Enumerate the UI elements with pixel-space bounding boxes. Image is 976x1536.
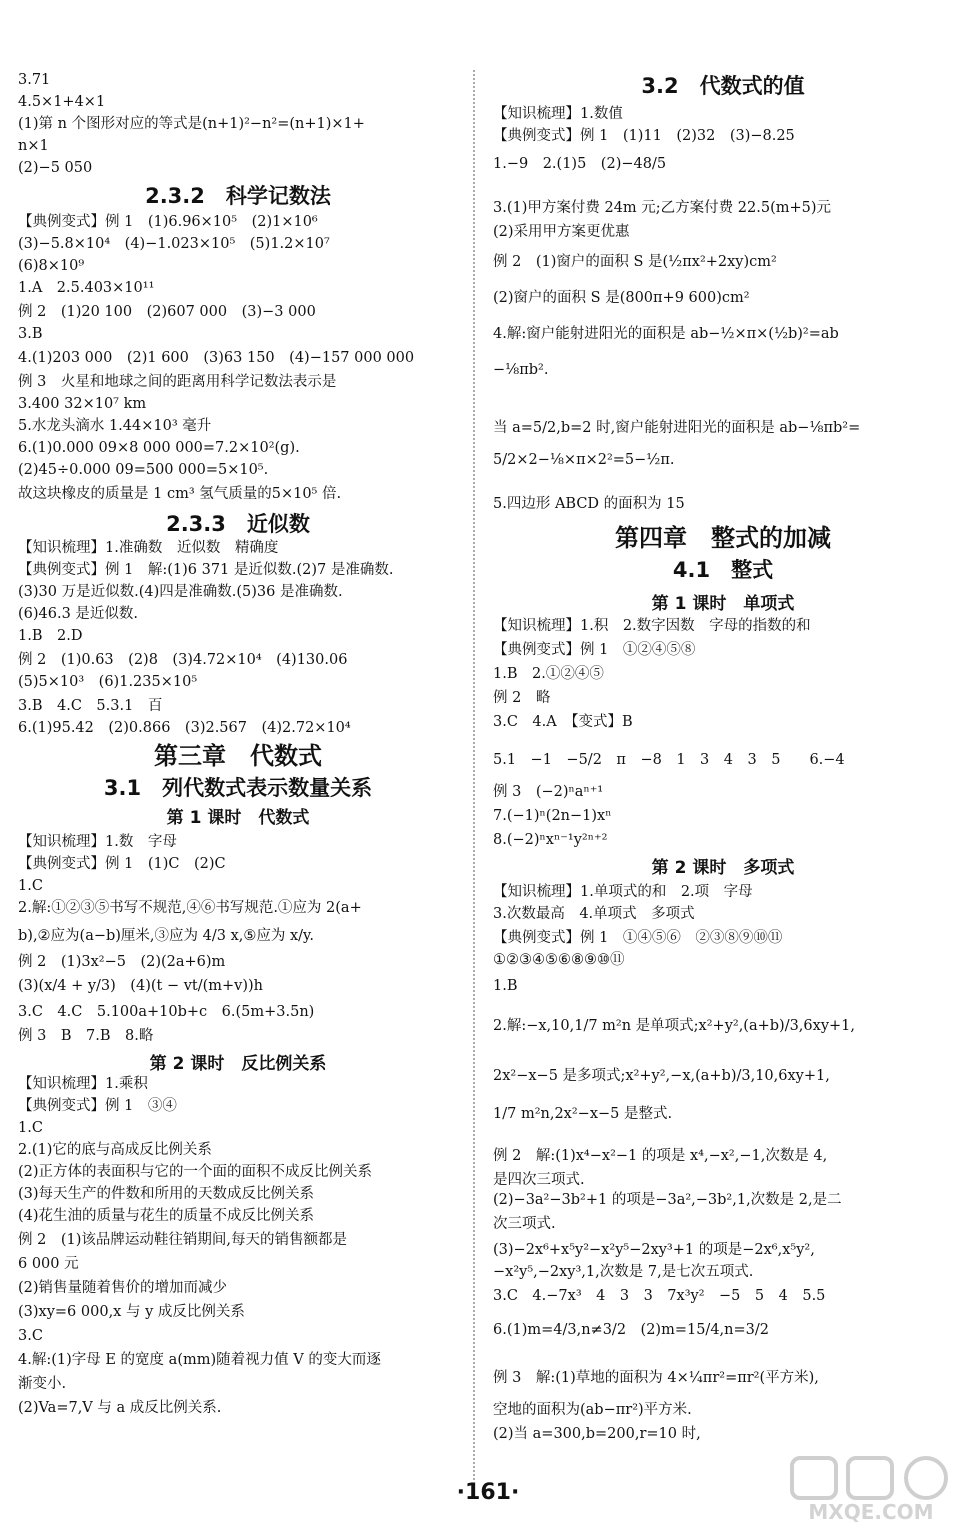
answer-line: (2)−3a²−3b²+1 的项是−3a²,−3b²,1,次数是 2,是二 (493, 1192, 842, 1208)
answer-line: 3.C 4.A 【变式】B (493, 714, 633, 730)
watermark-icon (786, 1454, 956, 1504)
answer-line: 6.(1)0.000 09×8 000 000=7.2×10²(g). (18, 440, 300, 456)
answer-line: 3.C (18, 1328, 43, 1344)
answer-line: 【典例变式】例 1 ①②④⑤⑧ (493, 642, 696, 658)
answer-line: n×1 (18, 138, 49, 154)
answer-line: 故这块橡皮的质量是 1 cm³ 氢气质量的5×10⁵ 倍. (18, 486, 342, 502)
answer-line: 【典例变式】例 1 (1)11 (2)32 (3)−8.25 (493, 128, 795, 144)
answer-line: 2.解:−x,10,1/7 m²n 是单项式;x²+y²,(a+b)/3,6xy+1, (493, 1018, 855, 1034)
answer-line: 例 2 略 (493, 690, 551, 706)
section-heading: 第 1 课时 单项式 (651, 594, 795, 614)
answer-line: (2)Va=7,V 与 a 成反比例关系. (18, 1400, 222, 1416)
answer-line: 例 2 (1)20 100 (2)607 000 (3)−3 000 (18, 304, 316, 320)
answer-line: 空地的面积为(ab−πr²)平方米. (493, 1402, 692, 1418)
answer-line: 【典例变式】例 1 (1)C (2)C (18, 856, 226, 872)
answer-line: (2)采用甲方案更优惠 (493, 224, 630, 240)
section-heading: 第 2 课时 多项式 (651, 858, 795, 878)
answer-line: 【知识梳理】1.积 2.数字因数 字母的指数的和 (493, 618, 811, 634)
answer-line: 4.(1)203 000 (2)1 600 (3)63 150 (4)−157 000 000 (18, 350, 415, 366)
answer-line: ①②③④⑤⑥⑧⑨⑩⑪ (493, 952, 625, 968)
section-heading: 第 1 课时 代数式 (166, 808, 310, 828)
answer-line: 例 3 (−2)ⁿaⁿ⁺¹ (493, 784, 604, 800)
answer-line: (3)(x/4 + y/3) (4)(t − vt/(m+v))h (18, 978, 264, 994)
section-heading: 2.3.2 科学记数法 (145, 184, 331, 208)
answer-line: (2)−5 050 (18, 160, 93, 176)
answer-line: 例 2 (1)该品牌运动鞋往销期间,每天的销售额都是 (18, 1232, 347, 1248)
section-heading: 4.1 整式 (672, 558, 774, 582)
answer-line: 2.(1)它的底与高成反比例关系 (18, 1142, 212, 1158)
answer-line: 【典例变式】例 1 (1)6.96×10⁵ (2)1×10⁶ (18, 214, 318, 230)
answer-line: 8.(−2)ⁿxⁿ⁻¹y²ⁿ⁺² (493, 832, 608, 848)
answer-line: 【知识梳理】1.准确数 近似数 精确度 (18, 540, 279, 556)
section-heading: 第四章 整式的加减 (615, 524, 831, 552)
answer-line: 【知识梳理】1.数 字母 (18, 834, 177, 850)
answer-line: 1/7 m²n,2x²−x−5 是整式. (493, 1106, 673, 1122)
answer-line: (3)每天生产的件数和所用的天数成反比例关系 (18, 1186, 315, 1202)
answer-line: (3)xy=6 000,x 与 y 成反比例关系 (18, 1304, 245, 1320)
answer-line: 3.B (18, 326, 43, 342)
answer-line: (6)46.3 是近似数. (18, 606, 139, 622)
answer-line: 4.解:(1)字母 E 的宽度 a(mm)随着视力值 V 的变大而逐 (18, 1352, 381, 1368)
answer-line: 3.400 32×10⁷ km (18, 396, 147, 412)
answer-line: (2)45÷0.000 09=500 000=5×10⁵. (18, 462, 269, 478)
answer-line: 例 2 (1)0.63 (2)8 (3)4.72×10⁴ (4)130.06 (18, 652, 348, 668)
answer-line: (3)30 万是近似数.(4)四是准确数.(5)36 是准确数. (18, 584, 343, 600)
answer-line: 3.C 4.C 5.100a+10b+c 6.(5m+3.5n) (18, 1004, 315, 1020)
answer-line: 例 2 (1)3x²−5 (2)(2a+6)m (18, 954, 226, 970)
answer-line: 当 a=5/2,b=2 时,窗户能射进阳光的面积是 ab−⅛πb²= (493, 420, 861, 436)
answer-line: 1.C (18, 878, 43, 894)
answer-line: 1.B 2.①②④⑤ (493, 666, 604, 682)
answer-line: (2)销售量随着售价的增加而减少 (18, 1280, 228, 1296)
answer-line: 5.四边形 ABCD 的面积为 15 (493, 496, 685, 512)
section-heading: 第 2 课时 反比例关系 (149, 1054, 327, 1074)
answer-line: 【典例变式】例 1 ③④ (18, 1098, 177, 1114)
answer-line: (3)−2x⁶+x⁵y²−x²y⁵−2xy³+1 的项是−2x⁶,x⁵y², (493, 1242, 815, 1258)
answer-line: (2)正方体的表面积与它的一个面的面积不成反比例关系 (18, 1164, 373, 1180)
answer-line: 渐变小. (18, 1376, 67, 1392)
answer-line: 1.C (18, 1120, 43, 1136)
answer-line: 7.(−1)ⁿ(2n−1)xⁿ (493, 808, 612, 824)
answer-line: −⅛πb². (493, 362, 549, 378)
answer-line: 6.(1)m=4/3,n≠3/2 (2)m=15/4,n=3/2 (493, 1322, 769, 1338)
answer-line: 4.5×1+4×1 (18, 94, 106, 110)
answer-line: 1.A 2.5.403×10¹¹ (18, 280, 155, 296)
answer-line: 次三项式. (493, 1216, 556, 1232)
answer-line: (2)当 a=300,b=200,r=10 时, (493, 1426, 701, 1442)
answer-line: (5)5×10³ (6)1.235×10⁵ (18, 674, 198, 690)
answer-line: 【知识梳理】1.单项式的和 2.项 字母 (493, 884, 753, 900)
answer-line: 1.B (493, 978, 518, 994)
answer-line: 5.水龙头滴水 1.44×10³ 毫升 (18, 418, 212, 434)
answer-line: 是四次三项式. (493, 1172, 585, 1188)
answer-line: 6 000 元 (18, 1256, 79, 1272)
section-heading: 2.3.3 近似数 (166, 512, 310, 536)
answer-line: 例 2 (1)窗户的面积 S 是(½πx²+2xy)cm² (493, 254, 777, 270)
page-number: ·161· (456, 1480, 520, 1505)
answer-line: (3)−5.8×10⁴ (4)−1.023×10⁵ (5)1.2×10⁷ (18, 236, 330, 252)
answer-line: 【知识梳理】1.数值 (493, 106, 623, 122)
answer-line: 2.解:①②③⑤书写不规范,④⑥书写规范.①应为 2(a+ (18, 900, 362, 916)
answer-line: 1.B 2.D (18, 628, 83, 644)
answer-line: 4.解:窗户能射进阳光的面积是 ab−½×π×(½b)²=ab (493, 326, 839, 342)
answer-line: 例 3 B 7.B 8.略 (18, 1028, 154, 1044)
watermark-text: MXQE.COM (808, 1500, 934, 1524)
answer-line: 【典例变式】例 1 ①④⑤⑥ ②③⑧⑨⑩⑪ (493, 930, 783, 946)
answer-line: (6)8×10⁹ (18, 258, 85, 274)
answer-line: (4)花生油的质量与花生的质量不成反比例关系 (18, 1208, 315, 1224)
answer-line: 1.−9 2.(1)5 (2)−48/5 (493, 156, 667, 172)
answer-line: 例 2 解:(1)x⁴−x²−1 的项是 x⁴,−x²,−1,次数是 4, (493, 1148, 828, 1164)
answer-line: 3.B 4.C 5.3.1 百 (18, 698, 163, 714)
answer-line: b),②应为(a−b)厘米,③应为 4/3 x,⑤应为 x/y. (18, 928, 314, 944)
answer-line: (1)第 n 个图形对应的等式是(n+1)²−n²=(n+1)×1+ (18, 116, 365, 132)
answer-line: 例 3 解:(1)草地的面积为 4×¼πr²=πr²(平方米), (493, 1370, 819, 1386)
answer-line: 3.(1)甲方案付费 24m 元;乙方案付费 22.5(m+5)元 (493, 200, 832, 216)
answer-line: 6.(1)95.42 (2)0.866 (3)2.567 (4)2.72×10⁴ (18, 720, 351, 736)
answer-line: 3.次数最高 4.单项式 多项式 (493, 906, 695, 922)
answer-line: 3.C 4.−7x³ 4 3 3 7x³y² −5 5 4 5.5 (493, 1288, 826, 1304)
section-heading: 3.2 代数式的值 (641, 74, 805, 98)
answer-line: 3.71 (18, 72, 51, 88)
column-divider (473, 70, 475, 1480)
answer-line: 【知识梳理】1.乘积 (18, 1076, 148, 1092)
answer-line: 2x²−x−5 是多项式;x²+y²,−x,(a+b)/3,10,6xy+1, (493, 1068, 830, 1084)
answer-line: (2)窗户的面积 S 是(800π+9 600)cm² (493, 290, 750, 306)
section-heading: 3.1 列代数式表示数量关系 (103, 776, 373, 800)
answer-line: 【典例变式】例 1 解:(1)6 371 是近似数.(2)7 是准确数. (18, 562, 394, 578)
answer-line: 5/2×2−⅛×π×2²=5−½π. (493, 452, 675, 468)
answer-line: 例 3 火星和地球之间的距离用科学记数法表示是 (18, 374, 337, 390)
answer-line: −x²y⁵,−2xy³,1,次数是 7,是七次五项式. (493, 1264, 754, 1280)
watermark-logo (786, 1454, 956, 1524)
section-heading: 第三章 代数式 (154, 742, 322, 770)
answer-line: 5.1 −1 −5/2 π −8 1 3 4 3 5 6.−4 (493, 752, 845, 768)
